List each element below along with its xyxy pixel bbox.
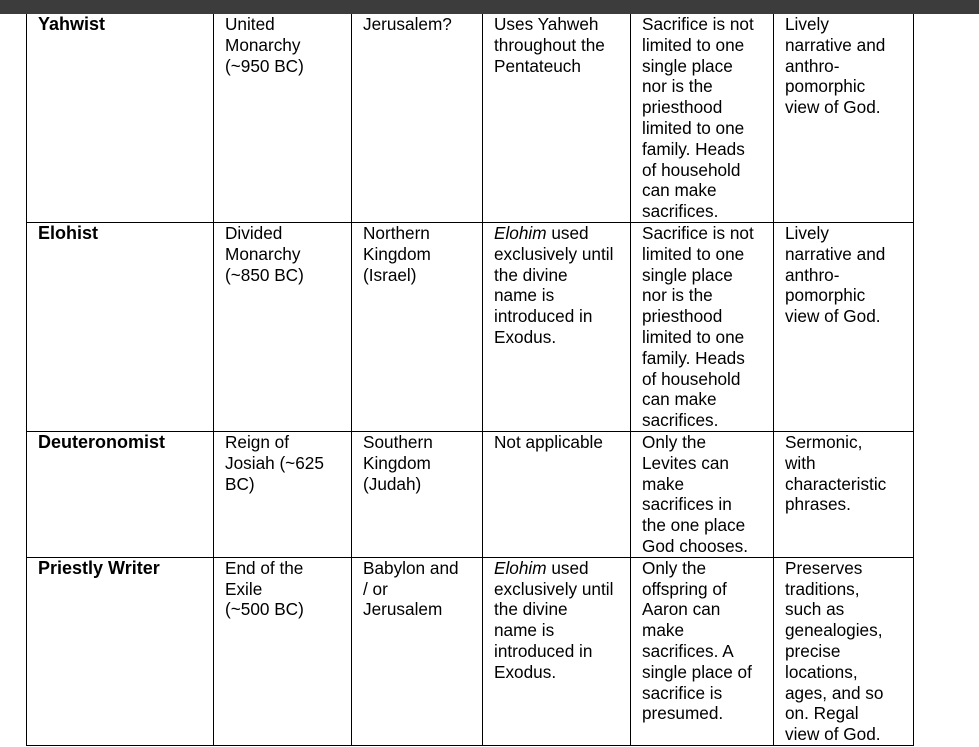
cell-line: offspring of <box>642 578 727 599</box>
cell-line: can make <box>642 180 717 201</box>
document-page <box>0 14 979 747</box>
cell-line: (~500 BC) <box>225 599 304 620</box>
cell-line: pomorphic <box>785 285 866 306</box>
cell-line: Preserves <box>785 557 863 578</box>
cell-line: view of God. <box>785 97 881 118</box>
cell-line: on. Regal <box>785 703 859 724</box>
source-name: Deuteronomist <box>38 431 166 452</box>
cell-line: BC) <box>225 473 255 494</box>
pentateuch-sources-table <box>26 14 914 746</box>
cell-line: the divine <box>494 264 568 285</box>
cell-line: of household <box>642 159 741 180</box>
cell-line: sacrifices in <box>642 494 732 515</box>
cell-line: throughout the <box>494 34 605 55</box>
date-cell <box>214 431 352 557</box>
divine-name-cell <box>483 431 631 557</box>
cell-line: Reign of <box>225 431 290 452</box>
cell-line: sacrifices. A <box>642 640 734 661</box>
cell-line: genealogies, <box>785 620 883 641</box>
cell-line: Not applicable <box>494 431 603 452</box>
cell-line: Only the <box>642 431 707 452</box>
cell-line: limited to one <box>642 326 745 347</box>
cell-line: Jerusalem <box>363 599 443 620</box>
cell-line: single place <box>642 55 733 76</box>
cell-line: Jerusalem? <box>363 14 452 34</box>
date-cell <box>214 222 352 431</box>
cell-line: name is <box>494 620 555 641</box>
cell-line: precise <box>785 640 841 661</box>
cell-line: priesthood <box>642 97 723 118</box>
place-cell <box>352 431 483 557</box>
cell-line: nor is the <box>642 285 713 306</box>
divine-name-term: Elohim <box>494 557 547 578</box>
cell-line: priesthood <box>642 306 723 327</box>
cell-line: exclusively until <box>494 578 614 599</box>
source-name: Priestly Writer <box>38 557 160 578</box>
cell-line: Exile <box>225 578 263 599</box>
table-row <box>27 557 914 745</box>
cell-line: narrative and <box>785 34 886 55</box>
cell-line: make <box>642 473 685 494</box>
table-row <box>27 14 914 222</box>
cell-line: presumed. <box>642 703 724 724</box>
divine-name-cell <box>483 557 631 745</box>
cell-line: exclusively until <box>494 243 614 264</box>
cell-line: (~850 BC) <box>225 264 304 285</box>
source-name-cell <box>27 222 214 431</box>
cell-line: anthro- <box>785 264 840 285</box>
sacrifice-cell <box>631 557 774 745</box>
table-body <box>27 14 914 745</box>
style-cell <box>774 222 914 431</box>
cell-line: (~950 BC) <box>225 55 304 76</box>
source-name-cell <box>27 557 214 745</box>
cell-line: End of the <box>225 557 304 578</box>
cell-line: / or <box>363 578 388 599</box>
divine-name-term: Elohim <box>494 222 547 243</box>
cell-line: used <box>546 222 589 243</box>
cell-line: view of God. <box>785 306 881 327</box>
divine-name-cell <box>483 222 631 431</box>
cell-line: single place of <box>642 661 752 682</box>
cell-line: Aaron can <box>642 599 721 620</box>
cell-line: Sacrifice is not <box>642 222 754 243</box>
cell-line: narrative and <box>785 243 886 264</box>
style-cell <box>774 14 914 222</box>
cell-line: God chooses. <box>642 535 749 556</box>
cell-line: Sermonic, <box>785 431 863 452</box>
date-cell <box>214 557 352 745</box>
place-cell <box>352 222 483 431</box>
place-cell <box>352 14 483 222</box>
sacrifice-cell <box>631 14 774 222</box>
cell-line: limited to one <box>642 243 745 264</box>
cell-line: such as <box>785 599 845 620</box>
cell-line: sacrifices. <box>642 201 719 222</box>
cell-line: Kingdom <box>363 243 431 264</box>
cell-line: the one place <box>642 515 746 536</box>
cell-line: introduced in <box>494 640 593 661</box>
divine-name-cell <box>483 14 631 222</box>
cell-line: Lively <box>785 14 829 34</box>
style-cell <box>774 431 914 557</box>
cell-line: sacrifices. <box>642 410 719 431</box>
cell-line: Pentateuch <box>494 55 581 76</box>
cell-line: anthro- <box>785 55 840 76</box>
cell-line: Exodus. <box>494 661 557 682</box>
cell-line: pomorphic <box>785 76 866 97</box>
cell-line: Only the <box>642 557 707 578</box>
sacrifice-cell <box>631 222 774 431</box>
cell-line: of household <box>642 368 741 389</box>
cell-line: family. Heads <box>642 138 745 159</box>
source-name: Yahwist <box>38 14 106 34</box>
cell-line: Levites can <box>642 452 729 473</box>
cell-line: Uses Yahweh <box>494 14 599 34</box>
cell-line: Northern <box>363 222 430 243</box>
cell-line: (Israel) <box>363 264 417 285</box>
cell-line: Monarchy <box>225 34 301 55</box>
cell-line: Divided <box>225 222 283 243</box>
window-top-bar <box>0 0 979 14</box>
cell-line: make <box>642 620 685 641</box>
date-cell <box>214 14 352 222</box>
cell-line: view of God. <box>785 724 881 745</box>
cell-line: single place <box>642 264 733 285</box>
cell-line: Josiah (~625 <box>225 452 324 473</box>
cell-line: characteristic <box>785 473 887 494</box>
cell-line: nor is the <box>642 76 713 97</box>
source-name: Elohist <box>38 222 99 243</box>
cell-line: locations, <box>785 661 858 682</box>
place-cell <box>352 557 483 745</box>
cell-line: Exodus. <box>494 326 557 347</box>
source-name-cell <box>27 431 214 557</box>
cell-line: limited to one <box>642 34 745 55</box>
cell-line: United <box>225 14 275 34</box>
cell-line: used <box>546 557 589 578</box>
cell-line: name is <box>494 285 555 306</box>
table-row <box>27 431 914 557</box>
cell-line: with <box>785 452 816 473</box>
source-name-cell <box>27 14 214 222</box>
cell-line: the divine <box>494 599 568 620</box>
cell-line: family. Heads <box>642 347 745 368</box>
cell-line: Babylon and <box>363 557 459 578</box>
cell-line: introduced in <box>494 306 593 327</box>
cell-line: ages, and so <box>785 682 884 703</box>
cell-line: Kingdom <box>363 452 431 473</box>
cell-line: sacrifice is <box>642 682 723 703</box>
cell-line: phrases. <box>785 494 851 515</box>
style-cell <box>774 557 914 745</box>
cell-line: Southern <box>363 431 433 452</box>
cell-line: can make <box>642 389 717 410</box>
cell-line: Lively <box>785 222 829 243</box>
cell-line: Monarchy <box>225 243 301 264</box>
cell-line: (Judah) <box>363 473 422 494</box>
sacrifice-cell <box>631 431 774 557</box>
cell-line: Sacrifice is not <box>642 14 754 34</box>
cell-line: traditions, <box>785 578 860 599</box>
cell-line: limited to one <box>642 117 745 138</box>
table-row <box>27 222 914 431</box>
